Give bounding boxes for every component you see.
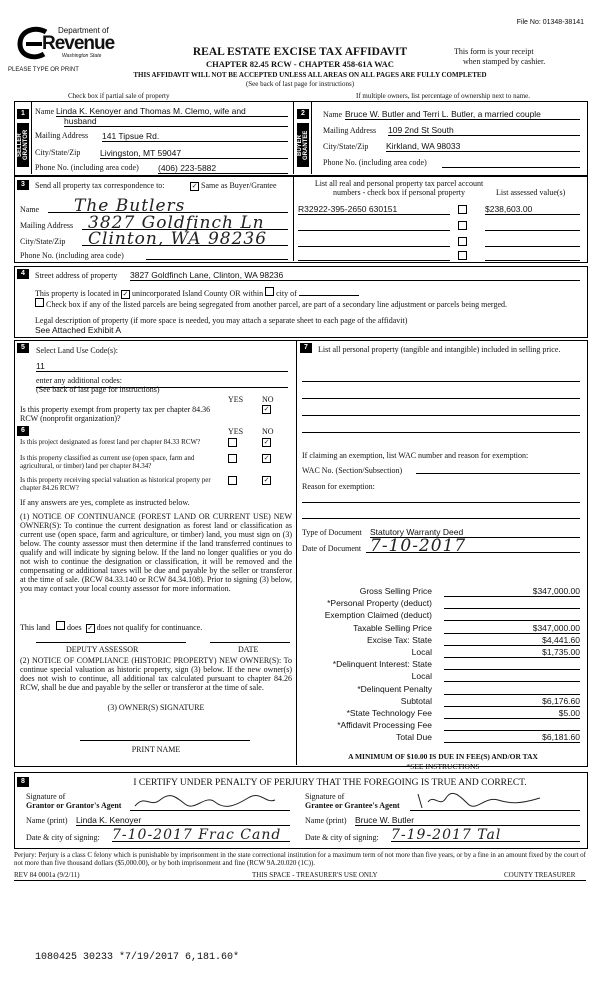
tax-label: Total Due: [396, 732, 432, 743]
receipt-note-1: This form is your receipt: [454, 47, 534, 56]
historic-yes-checkbox[interactable]: [228, 476, 237, 485]
tax-value[interactable]: $347,000.00: [444, 586, 580, 597]
current-use-yes-checkbox[interactable]: [228, 454, 237, 463]
located-in: This property is located in ✓ unincorporated Island County OR within city of: [35, 287, 359, 299]
buyer-mail-field[interactable]: 109 2nd St South: [388, 125, 580, 136]
grantor-date-field[interactable]: 7-10-2017 Frac Cand: [112, 826, 290, 842]
seller-tab: SELLER GRANTOR: [17, 123, 29, 167]
tax-value[interactable]: [444, 720, 580, 731]
section-8-number: 8: [17, 777, 29, 787]
current-use-no-checkbox[interactable]: ✓: [263, 454, 270, 462]
tax-row: [300, 708, 580, 720]
section-3-number: 3: [17, 180, 29, 190]
tax-label: Taxable Selling Price: [353, 622, 432, 633]
tax-label: Local: [411, 646, 432, 657]
parcel-value-1[interactable]: $238,603.00: [485, 204, 580, 215]
tax-value[interactable]: [444, 610, 580, 621]
tax-label: Subtotal: [400, 695, 432, 706]
parcel-value-4[interactable]: [485, 250, 580, 261]
grantor-signature-scribble: [130, 792, 280, 810]
parcel-number-1[interactable]: R32922-395-2650 630151: [298, 204, 450, 215]
dor-logo: Department of Revenue Washington State: [14, 24, 124, 68]
minimum-fee-note: A MINIMUM OF $10.00 IS DUE IN FEE(S) AND/OR TAX: [348, 752, 538, 761]
section-6-number: 6: [17, 426, 29, 436]
see-instructions: *SEE INSTRUCTIONS: [406, 762, 480, 771]
parcel-number-3[interactable]: [298, 236, 450, 247]
tax-value[interactable]: $6,181.60: [444, 732, 580, 743]
exempt-no-checkbox[interactable]: ✓: [263, 405, 270, 413]
buyer-tab: BUYER GRANTEE: [297, 123, 309, 167]
correspondence-phone-field[interactable]: [146, 250, 288, 260]
form-subtitle: CHAPTER 82.45 RCW - CHAPTER 458-61A WAC: [206, 59, 394, 69]
city-name-field[interactable]: [299, 287, 359, 296]
tax-row: [300, 647, 580, 659]
see-back-note: (See back of last page for instructions): [245, 80, 355, 88]
tax-value[interactable]: $4,441.60: [444, 635, 580, 646]
tax-value[interactable]: $6,176.60: [444, 696, 580, 707]
tax-label: Exemption Claimed (deduct): [324, 610, 432, 621]
treasurer-stamp: 1080425 30233 *7/19/2017 6,181.60*: [35, 952, 240, 963]
buyer-phone-field[interactable]: [442, 157, 580, 168]
forest-no-checkbox[interactable]: ✓: [263, 438, 270, 446]
warning-text: THIS AFFIDAVIT WILL NOT BE ACCEPTED UNLESS ALL AREAS ON ALL PAGES ARE FULLY COMPLETED: [133, 71, 487, 79]
tax-label: *Personal Property (deduct): [327, 598, 432, 609]
section-2-number: 2: [297, 109, 309, 119]
legal-description-field[interactable]: See Attached Exhibit A: [35, 325, 122, 335]
within-city-checkbox[interactable]: [265, 287, 274, 296]
grantee-name-field[interactable]: Bruce W. Butler: [355, 815, 580, 826]
segregation-note: Check box if any of the listed parcels are being segregated from another parcel, are part of a secondary line adjustment or parcels being merged.: [35, 298, 507, 309]
notice-of-continuance: (1) NOTICE OF CONTINUANCE (FOREST LAND OR CURRENT USE) NEW OWNER(S): To continue the current designation as forest land or classification as current use (open space, farm and agriculture, or timber) land, you must sign on (3) below. The county assessor must then determine if the land transferred continues to qualify and will indicate by signing below. If the land no longer qualifies or you do not wish to continue the designation or classification, it will be removed and the compensating or additional taxes will be due and payable by the seller or transferor at the time of sale. (RCW 84.33.140 or RCW 84.34.108). Prior to signing (3) below, you may contact your local county assessor for more information.: [20, 512, 292, 593]
tax-row: [300, 684, 580, 696]
tax-label: Gross Selling Price: [359, 586, 432, 596]
grantee-date-field[interactable]: 7-19-2017 Tal: [391, 826, 580, 842]
section-5-number: 5: [17, 343, 29, 353]
correspondence-city-field[interactable]: Clinton, WA 98236: [82, 229, 288, 246]
section-7-number: 7: [300, 343, 312, 353]
tax-label: *Delinquent Interest: State: [332, 659, 432, 670]
document-date-field[interactable]: 7-10-2017: [366, 536, 580, 553]
section-1-number: 1: [17, 109, 29, 119]
tax-value[interactable]: $347,000.00: [444, 623, 580, 634]
notice-of-compliance: (2) NOTICE OF COMPLIANCE (HISTORIC PROPERTY) NEW OWNER(S): To continue special valuation as historic property, sign (3) below. If the new owner(s) does not wish to continue, all additional tax calculated pursuant to chapter 84.26 RCW, shall be due and payable by the seller or transferor at the time of sale.: [20, 656, 292, 692]
seller-mail-field[interactable]: 141 Tipsue Rd.: [102, 131, 288, 142]
parcel-personal-checkbox-1[interactable]: [458, 205, 467, 214]
tax-label: Excise Tax: State: [366, 634, 432, 645]
county-treasurer: COUNTY TREASURER: [504, 871, 576, 879]
parcel-personal-checkbox-3[interactable]: [458, 237, 467, 246]
document-type-field[interactable]: Statutory Warranty Deed: [370, 527, 580, 538]
buyer-name-field[interactable]: Bruce W. Butler and Terri L. Butler, a married couple: [345, 109, 580, 120]
tax-row: [300, 586, 580, 598]
treasurer-space: THIS SPACE - TREASURER'S USE ONLY: [252, 871, 378, 879]
tax-value[interactable]: [444, 671, 580, 682]
tax-label: Local: [411, 671, 432, 682]
tax-row: [300, 598, 580, 610]
tax-value[interactable]: [444, 598, 580, 609]
buyer-city-field[interactable]: Kirkland, WA 98033: [386, 141, 580, 152]
historic-no-checkbox[interactable]: ✓: [263, 476, 270, 484]
grantor-name-field[interactable]: Linda K. Kenoyer: [76, 815, 290, 826]
tax-value[interactable]: $1,735.00: [444, 647, 580, 658]
correspondence-name-field[interactable]: The Butlers: [48, 196, 288, 213]
tax-label: *State Technology Fee: [346, 707, 432, 718]
seller-city-field[interactable]: Livingston, MT 59047: [100, 148, 288, 159]
same-as-buyer-checkbox[interactable]: ✓: [191, 182, 198, 190]
tax-value[interactable]: [444, 659, 580, 670]
unincorporated-checkbox[interactable]: ✓: [122, 290, 129, 298]
tax-value[interactable]: [444, 684, 580, 695]
forest-yes-checkbox[interactable]: [228, 438, 237, 447]
form-revision: REV 84 0001a (9/2/11): [14, 871, 80, 879]
tax-row: [300, 671, 580, 683]
street-address-field[interactable]: 3827 Goldfinch Lane, Clinton, WA 98236: [130, 270, 580, 281]
grantee-signature-scribble: [410, 792, 560, 810]
perjury-notice: Perjury: Perjury is a class C felony which is punishable by imprisonment in the state correctional institution for a maximum term of not more than five years, or by a fine in an amount fixed by the court of not more than five thousand dollars ($5,000.00), or by both imprisonment and fine (RCW 9A.20.020 (1C)).: [14, 851, 586, 867]
multiple-owners-note: If multiple owners, list percentage of ownership next to name.: [356, 92, 530, 100]
certify-statement: I CERTIFY UNDER PENALTY OF PERJURY THAT THE FOREGOING IS TRUE AND CORRECT.: [133, 778, 527, 788]
receipt-note-2: when stamped by cashier.: [463, 57, 546, 66]
segregation-checkbox[interactable]: [35, 298, 44, 307]
tax-row: [300, 623, 580, 635]
form-title: REAL ESTATE EXCISE TAX AFFIDAVIT: [192, 46, 408, 58]
tax-label: *Delinquent Penalty: [357, 683, 432, 694]
tax-row: [300, 610, 580, 622]
section-4-number: 4: [17, 269, 29, 279]
parcel-personal-checkbox-4[interactable]: [458, 251, 467, 260]
grantor-signature[interactable]: [130, 792, 290, 811]
please-type: PLEASE TYPE OR PRINT: [8, 67, 79, 73]
same-as-buyer[interactable]: ✓ Same as Buyer/Grantee: [191, 181, 277, 190]
parcel-number-4[interactable]: [298, 250, 450, 261]
tax-calculation: [300, 586, 580, 744]
seller-name-field[interactable]: Linda K. Kenoyer and Thomas M. Clemo, wife and: [56, 106, 288, 117]
legal-description-label: Legal description of property (if more space is needed, you may attach a separate sheet to each page of the affidavit): [35, 316, 408, 325]
file-number: File No: 01348-38141: [516, 19, 584, 26]
wac-number-field[interactable]: [416, 465, 580, 474]
tax-row: [300, 720, 580, 732]
grantee-signature[interactable]: [410, 792, 580, 811]
parcel-personal-checkbox-2[interactable]: [458, 221, 467, 230]
does-qualify-checkbox[interactable]: [56, 621, 65, 630]
seller-name-field-2[interactable]: husband: [64, 116, 288, 127]
parcel-value-3[interactable]: [485, 236, 580, 247]
continuance-qualify: This land does ✓ does not qualify for continuance.: [20, 623, 203, 632]
tax-row: [300, 635, 580, 647]
correspondence-mail-field[interactable]: 3827 Goldfinch Ln: [82, 213, 288, 230]
seller-phone-field[interactable]: (406) 223-5882: [158, 163, 288, 174]
parcel-value-2[interactable]: [485, 220, 580, 231]
tax-row: [300, 659, 580, 671]
tax-row: [300, 732, 580, 744]
tax-label: *Affidavit Processing Fee: [337, 720, 432, 731]
land-use-code-field[interactable]: 11: [36, 361, 288, 372]
does-not-qualify-checkbox[interactable]: ✓: [87, 624, 94, 632]
partial-sale-label: Check box if partial sale of property: [68, 92, 170, 100]
tax-row: [300, 696, 580, 708]
tax-value[interactable]: $5.00: [444, 708, 580, 719]
parcel-number-2[interactable]: [298, 220, 450, 231]
